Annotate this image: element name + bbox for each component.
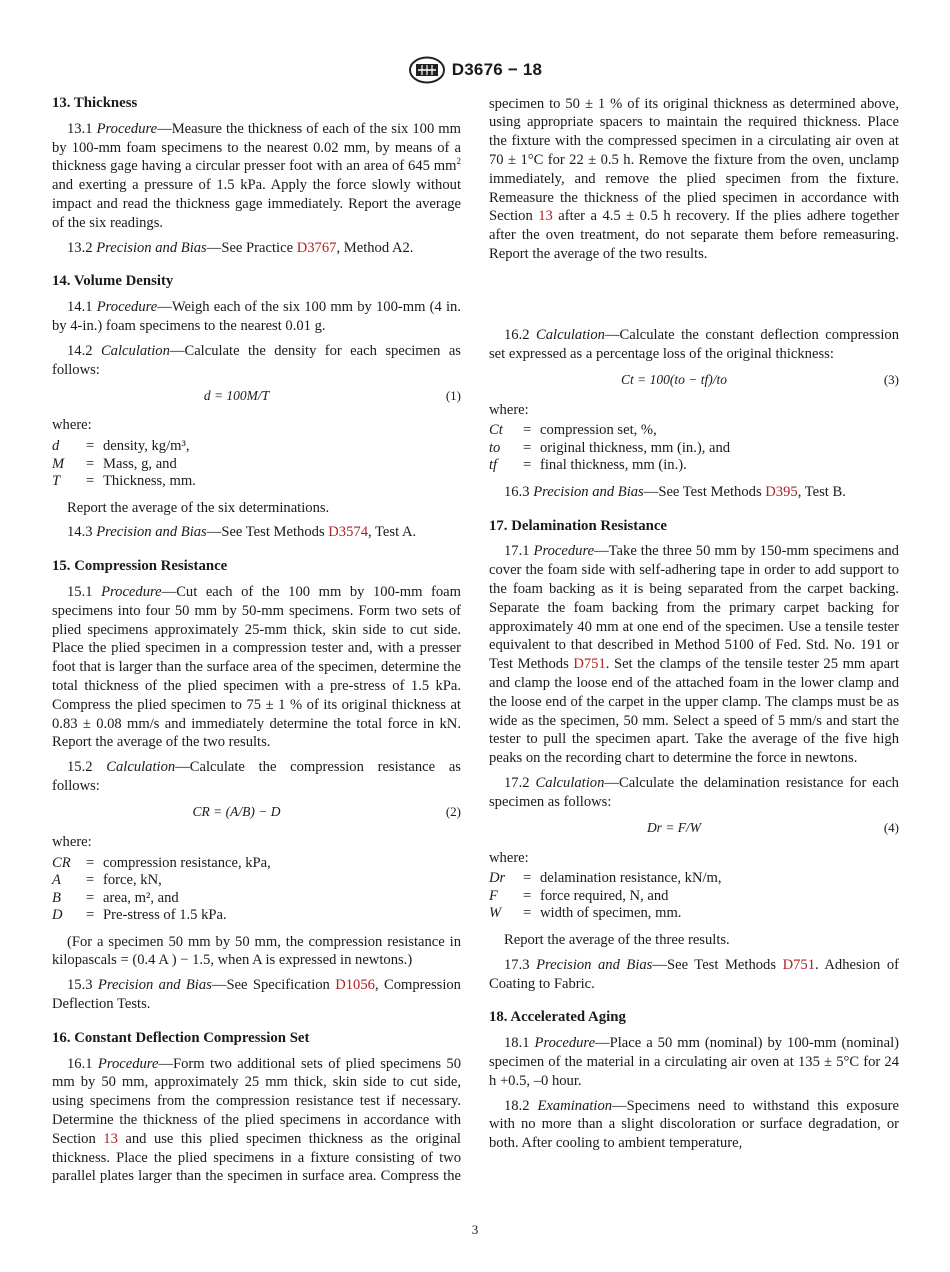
paragraph-15-1: 15.1 Procedure—Cut each of the 100 mm by 100-mm foam specimens into four 50 mm by 50-mm specimens. Form two sets of plied specimens approximately 25-mm thick, skin side to cut side. Place the plied specimen in a compression tester and, with a presser foot that is larger than the surface area of the specimen, determine the total thickness of the plied specimen with a pre-stress of 1.5 kPa. Compress the plied specimen to 75 ± 1 % of its original thickness at 0.83 ± 0.08 mm/s and immediately determine the total force in kN. Report the average of the two results. <box>52 584 461 751</box>
page-number: 3 <box>471 1222 479 1237</box>
link-d3767[interactable]: D3767 <box>296 239 337 256</box>
section-14 <box>52 272 461 542</box>
link-d1056[interactable]: D1056 <box>335 977 375 994</box>
variable-row: tf = final thickness, mm (in.). <box>489 457 687 474</box>
document-number: D3676 − 18 <box>451 60 543 79</box>
paragraph-14-1: 14.1 Procedure—Weigh each of the six 100 mm by 100-mm (4 in. by 4-in.) foam specimens to the nearest 0.01 g. <box>52 299 461 334</box>
variable-row: W = width of specimen, mm. <box>489 905 682 922</box>
section-17 <box>489 517 899 994</box>
section-title: 15. Compression Resistance <box>52 558 228 575</box>
paragraph-17-1: 17.1 Procedure—Take the three 50 mm by 150-mm specimens and cover the foam side with self-adhering tape in order to add support to the foam backing as it is being separated from the carpet backing. Separate the foam backing from the primary carpet backing for approximately 40 mm at one end of the specimen. Use a tensile tester equivalent to that described in Method 5100 of Fed. Std. No. 191 or Test Methods D751. Set the clamps of the tensile tester 25 mm apart and clamp the loose end of the attached foam in the lower clamp and the loose end of the carpet in the upper clamp. The clamps must be as wide as the specimen, 50 mm. Select a speed of 5 mm/s and start the tester to pull the specimen apart. Take the average of the five high peaks on the recording chart to determine the force in newtons. <box>489 543 899 767</box>
equation-2: CR = (A/B) − D (2) <box>192 804 461 820</box>
equation-1: d = 100M/T (1) <box>203 387 461 403</box>
section-16 <box>52 1029 461 1186</box>
section-title: 14. Volume Density <box>52 273 174 290</box>
section-18 <box>489 1008 899 1153</box>
link-d751[interactable]: D751 <box>573 656 606 673</box>
paragraph-18-1: 18.1 Procedure—Place a 50 mm (nominal) by 100-mm (nominal) specimen of the material in a circulating air oven at 135 ± 5°C for 24 h +0.5, –0 hour. <box>489 1035 899 1089</box>
link-d395[interactable]: D395 <box>765 483 798 500</box>
report-note: Report the average of the three results. <box>504 931 730 948</box>
link-d751[interactable]: D751 <box>782 956 815 973</box>
right-column <box>489 94 899 1168</box>
variable-row: B = area, m², and <box>52 889 179 906</box>
variable-row: CR = compression resistance, kPa, <box>52 854 271 871</box>
variable-row: Ct = compression set, %, <box>489 422 657 439</box>
paragraph-18-2: 18.2 Examination—Specimens need to withstand this exposure with no more than a slight discoloration or surface degradation, or both. After cooling to ambient temperature, <box>489 1097 899 1152</box>
variable-row: M = Mass, g, and <box>52 455 177 472</box>
note: (For a specimen 50 mm by 50 mm, the compression resistance in kilopascals = (0.4 A ) − 1.5, when A is expressed in newtons.) <box>52 933 461 969</box>
variable-row: T = Thickness, mm. <box>52 473 196 490</box>
section-title: 16. Constant Deflection Compression Set <box>52 1029 310 1046</box>
section-13 <box>52 94 461 257</box>
variable-row: to = original thickness, mm (in.), and <box>489 439 731 456</box>
variable-row: d = density, kg/m³, <box>52 438 190 455</box>
variable-list <box>52 438 461 491</box>
variable-list <box>489 422 899 475</box>
section-16-cont <box>489 326 899 502</box>
link-section-13[interactable]: 13 <box>538 208 553 225</box>
variable-row: Dr = delamination resistance, kN/m, <box>489 870 722 887</box>
variable-row: D = Pre-stress of 1.5 kPa. <box>52 907 227 924</box>
paragraph-17-2: 17.2 Calculation—Calculate the delamination resistance for each specimen as follows: <box>489 775 899 810</box>
paragraph-15-2: 15.2 Calculation—Calculate the compression resistance as follows: <box>52 759 461 795</box>
link-d3574[interactable]: D3574 <box>328 524 368 541</box>
section-title: 13. Thickness <box>52 95 138 111</box>
equation-3: Ct = 100(to − tf)/to (3) <box>621 372 899 388</box>
where-label: where: <box>52 833 92 850</box>
paragraph-14-3: 14.3 Precision and Bias—See Test Methods D3574, Test A. <box>67 524 417 541</box>
page-header <box>0 56 950 84</box>
report-note: Report the average of the six determinations. <box>67 499 330 516</box>
variable-list <box>489 870 899 923</box>
link-section-13[interactable]: 13 <box>103 1130 118 1147</box>
paragraph-13-2: 13.2 Precision and Bias—See Practice D3767, Method A2. <box>67 239 414 256</box>
where-label: where: <box>52 417 92 434</box>
section-15 <box>52 557 461 1014</box>
astm-logo-icon <box>408 56 446 84</box>
left-column <box>52 94 461 1186</box>
section-title: 18. Accelerated Aging <box>489 1009 626 1026</box>
paragraph-16-2: 16.2 Calculation—Calculate the constant deflection compression set expressed as a percentage loss of the original thickness: <box>489 327 899 362</box>
variable-list <box>52 855 461 925</box>
variable-row: F = force required, N, and <box>489 887 669 904</box>
where-label: where: <box>489 401 529 418</box>
paragraph-17-3: 17.3 Precision and Bias—See Test Methods D751. Adhesion of Coating to Fabric. <box>489 956 899 992</box>
paragraph-15-3: 15.3 Precision and Bias—See Specification D1056, Compression Deflection Tests. <box>52 977 461 1012</box>
equation-4: Dr = F/W (4) <box>646 820 899 836</box>
paragraph-13-1: 13.1 Procedure—Measure the thickness of each of the six 100 mm by 100-mm foam specimens to the nearest 0.02 mm, by means of a thickness gage having a circular presser foot with an area of 645 $mm^2$ and exerting a pressure of 1.5 kPa. Apply the force slowly without impact and read the thickness gage immediately. Report the average of the six readings. <box>52 120 461 231</box>
paragraph-16-1-continued: specimen to 50 ± 1 % of its original thickness as determined above, using appropriate spacers to maintain the required thickness. Place the fixture with the compressed specimen in a circulating air oven at 70 ± 1°C for 22 ± 0.5 h. Remove the fixture from the oven, unclamp immediately, and remove the plied specimen from the fixture. Remeasure the thickness of the plied specimen in accordance with Section 13 after a 4.5 ± 0.5 h recovery. If the plies adhere together after the oven treatment, do not separate them before remeasuring. Report the average of the two results. <box>489 95 899 262</box>
paragraph-16-3: 16.3 Precision and Bias—See Test Methods D395, Test B. <box>504 483 846 500</box>
variable-row: A = force, kN, <box>52 872 162 889</box>
paragraph-14-2: 14.2 Calculation—Calculate the density for each specimen as follows: <box>52 342 461 378</box>
where-label: where: <box>489 849 529 866</box>
paragraph-16-1: 16.1 Procedure—Form two additional sets of plied specimens 50 mm by 50 mm, approximately 25 mm thick, skin side to cut side, using specimens from the compression resistance test if necessary. Determine the thickness of the plied specimens in accordance with Section 13 and use this plied specimen thickness as the original thickness. Place the plied specimens in a fixture consisting of two parallel plates larger than the specimen in surface area. Compress the <box>52 1055 461 1185</box>
section-title: 17. Delamination Resistance <box>489 517 667 534</box>
